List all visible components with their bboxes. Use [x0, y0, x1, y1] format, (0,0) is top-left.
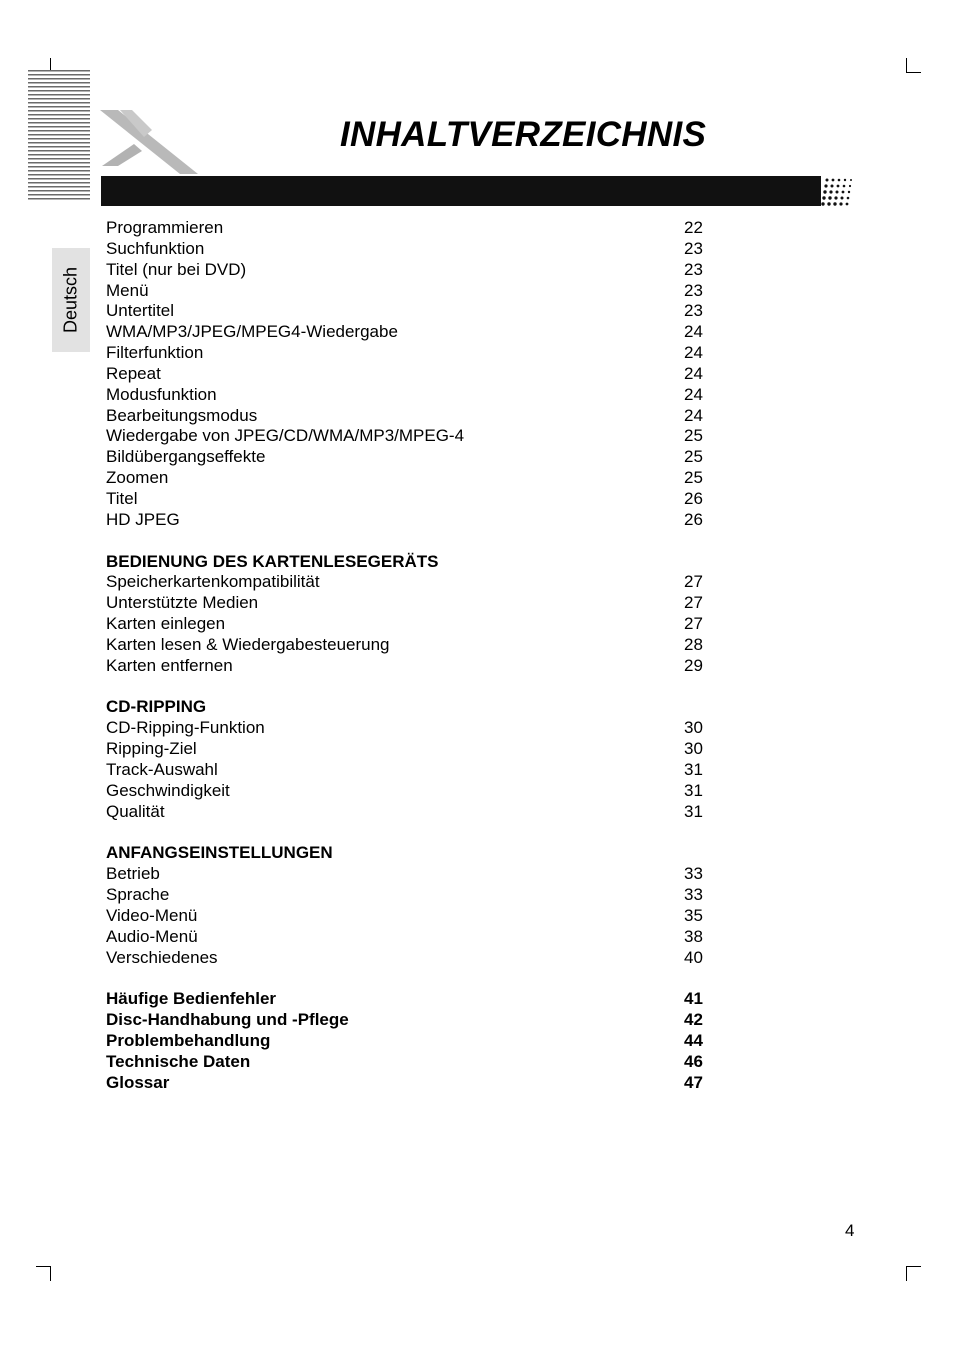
- language-tab: [52, 248, 90, 352]
- decorative-stripes: [28, 70, 90, 200]
- toc-entry: Unterstützte Medien 27: [106, 593, 703, 613]
- toc-entry: Untertitel 23: [106, 301, 703, 321]
- header-bar: [101, 176, 821, 206]
- toc-entry: Ripping-Ziel 30: [106, 739, 703, 759]
- toc-entry: Track-Auswahl 31: [106, 759, 703, 779]
- toc-entry-bold: Glossar 47: [106, 1072, 703, 1092]
- page-title: INHALTVERZEICHNIS: [340, 115, 707, 154]
- toc-entry: Titel 26: [106, 488, 703, 508]
- toc-entry: Verschiedenes 40: [106, 947, 703, 967]
- toc-entry: Karten entfernen 29: [106, 655, 703, 675]
- toc-entry: CD-Ripping-Funktion 30: [106, 718, 703, 738]
- toc-entry: Modusfunktion 24: [106, 384, 703, 404]
- crop-mark-bottom-right: [906, 1266, 921, 1281]
- toc-entry: Titel (nur bei DVD) 23: [106, 259, 703, 279]
- section-gap: [106, 531, 706, 552]
- page-number: 4: [845, 1221, 855, 1240]
- toc-entry: Wiedergabe von JPEG/CD/WMA/MP3/MPEG-4 25: [106, 426, 703, 446]
- toc-entry: Karten lesen & Wiedergabesteuerung 28: [106, 634, 703, 654]
- crop-mark-bottom-left: [36, 1266, 51, 1281]
- toc-entry-bold: Disc-Handhabung und -Pflege 42: [106, 1010, 703, 1030]
- toc-entry: Audio-Menü 38: [106, 926, 703, 946]
- toc-entry-bold: Problembehandlung 44: [106, 1030, 703, 1050]
- section-gap: [106, 677, 706, 698]
- toc-entry: Repeat 24: [106, 363, 703, 383]
- toc-entry: HD JPEG 26: [106, 509, 703, 529]
- toc-entry: Zoomen 25: [106, 468, 703, 488]
- toc-entry: Betrieb 33: [106, 864, 703, 884]
- toc-entry: Karten einlegen 27: [106, 614, 703, 634]
- toc-entry: Bearbeitungsmodus 24: [106, 405, 703, 425]
- toc-entry: Speicherkartenkompatibilität 27: [106, 572, 703, 592]
- toc-entry: Video-Menü 35: [106, 905, 703, 925]
- toc-entry: Suchfunktion 23: [106, 238, 703, 258]
- toc-entry: Menü 23: [106, 280, 703, 300]
- toc-entry: Programmieren 22: [106, 218, 703, 237]
- table-of-contents: [106, 218, 706, 1093]
- section-gap: [106, 822, 706, 843]
- toc-entry: Filterfunktion 24: [106, 343, 703, 363]
- section-gap: [106, 968, 706, 989]
- toc-entry-bold: Häufige Bedienfehler 41: [106, 989, 703, 1009]
- toc-entry: Qualität 31: [106, 801, 703, 821]
- crop-mark-top-right: [906, 58, 921, 73]
- section-heading-setup: ANFANGSEINSTELLUNGEN: [106, 843, 333, 863]
- toc-entry-bold: Technische Daten 46: [106, 1051, 703, 1071]
- section-heading-cardreader: BEDIENUNG DES KARTENLESEGERÄTS: [106, 551, 439, 571]
- toc-entry: WMA/MP3/JPEG/MPEG4-Wiedergabe 24: [106, 322, 703, 342]
- toc-entry: Sprache 33: [106, 885, 703, 904]
- header-bar-dots: [818, 176, 858, 206]
- section-heading-ripping: CD-RIPPING: [106, 697, 207, 717]
- toc-entry: Geschwindigkeit 31: [106, 780, 703, 800]
- toc-entry: Bildübergangseffekte 25: [106, 447, 703, 467]
- language-tab-label: Deutsch: [60, 266, 81, 334]
- x-logo-icon: [96, 104, 200, 178]
